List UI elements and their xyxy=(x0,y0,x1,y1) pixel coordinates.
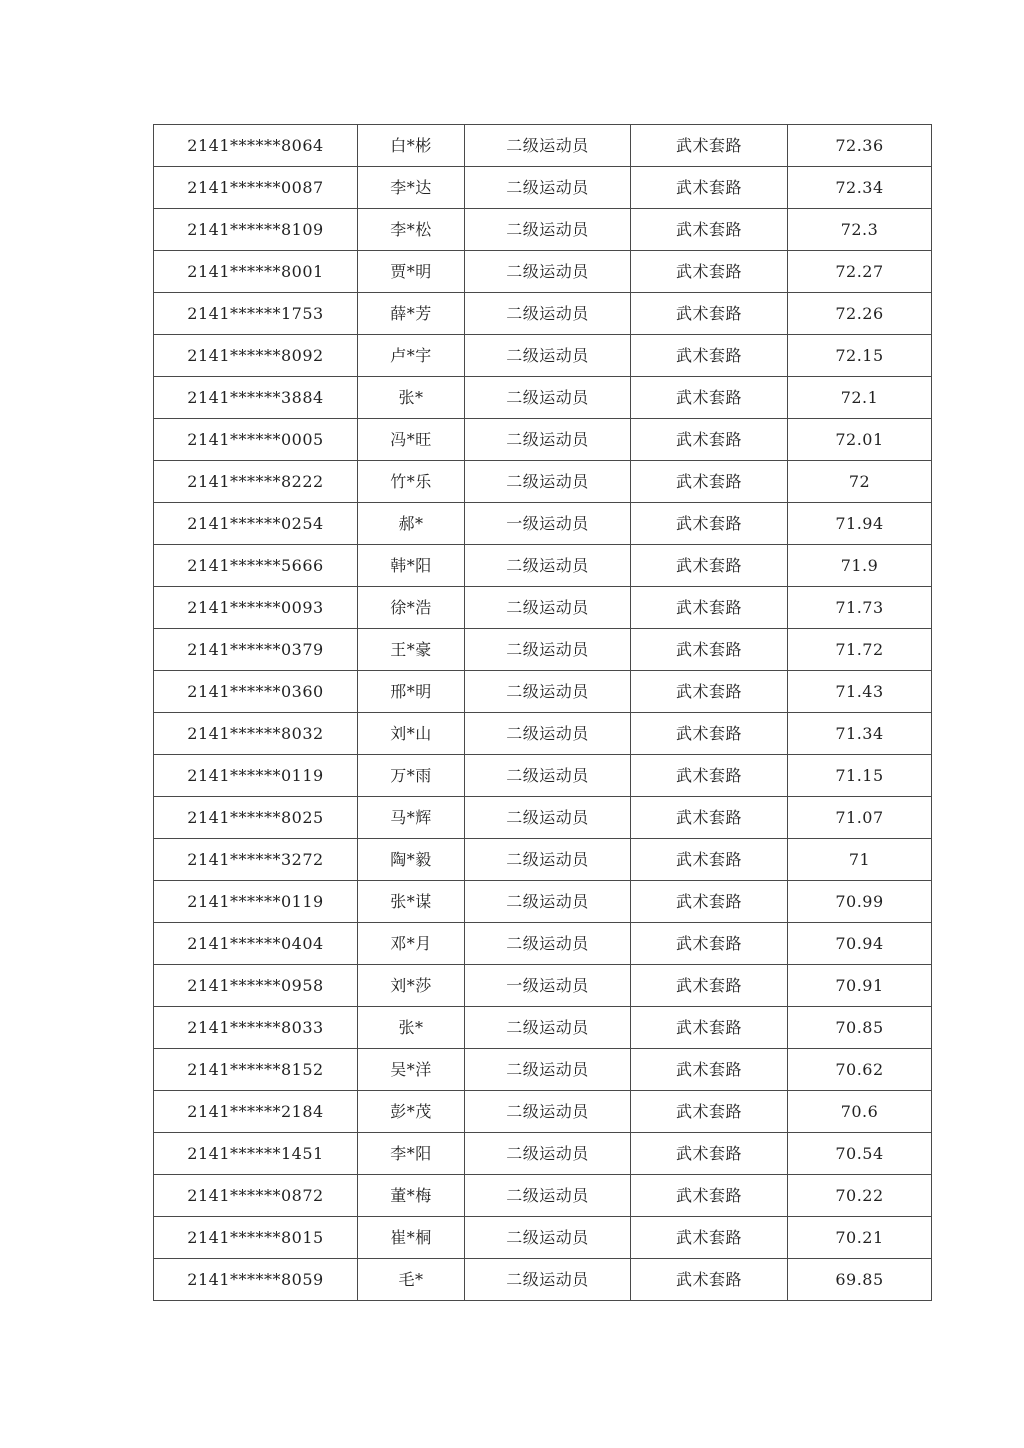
athlete-level-cell: 二级运动员 xyxy=(465,545,631,587)
candidate-id-cell: 2141******0005 xyxy=(154,419,358,461)
athlete-level-cell: 二级运动员 xyxy=(465,1049,631,1091)
score-cell: 72.01 xyxy=(788,419,932,461)
table-row xyxy=(154,755,932,797)
athlete-score-table-body xyxy=(154,125,932,1301)
event-cell: 武术套路 xyxy=(631,797,788,839)
athlete-name-cell: 郝* xyxy=(358,503,465,545)
candidate-id-cell: 2141******0093 xyxy=(154,587,358,629)
candidate-id-cell: 2141******0872 xyxy=(154,1175,358,1217)
score-cell: 70.6 xyxy=(788,1091,932,1133)
athlete-name-cell: 董*梅 xyxy=(358,1175,465,1217)
candidate-id-cell: 2141******0254 xyxy=(154,503,358,545)
event-cell: 武术套路 xyxy=(631,1007,788,1049)
event-cell: 武术套路 xyxy=(631,1133,788,1175)
athlete-level-cell: 二级运动员 xyxy=(465,377,631,419)
table-row xyxy=(154,671,932,713)
table-row xyxy=(154,1133,932,1175)
candidate-id-cell: 2141******8109 xyxy=(154,209,358,251)
score-cell: 70.91 xyxy=(788,965,932,1007)
event-cell: 武术套路 xyxy=(631,1259,788,1301)
event-cell: 武术套路 xyxy=(631,503,788,545)
candidate-id-cell: 2141******8015 xyxy=(154,1217,358,1259)
athlete-name-cell: 韩*阳 xyxy=(358,545,465,587)
table-row xyxy=(154,1049,932,1091)
score-cell: 72.27 xyxy=(788,251,932,293)
score-cell: 72 xyxy=(788,461,932,503)
athlete-level-cell: 二级运动员 xyxy=(465,1175,631,1217)
candidate-id-cell: 2141******8222 xyxy=(154,461,358,503)
athlete-name-cell: 邢*明 xyxy=(358,671,465,713)
table-row xyxy=(154,587,932,629)
score-cell: 72.26 xyxy=(788,293,932,335)
table-row xyxy=(154,1175,932,1217)
candidate-id-cell: 2141******8025 xyxy=(154,797,358,839)
event-cell: 武术套路 xyxy=(631,251,788,293)
score-cell: 71.72 xyxy=(788,629,932,671)
table-row xyxy=(154,881,932,923)
candidate-id-cell: 2141******0404 xyxy=(154,923,358,965)
athlete-score-table xyxy=(153,124,932,1301)
score-cell: 72.15 xyxy=(788,335,932,377)
athlete-name-cell: 贾*明 xyxy=(358,251,465,293)
event-cell: 武术套路 xyxy=(631,125,788,167)
athlete-name-cell: 马*辉 xyxy=(358,797,465,839)
table-row xyxy=(154,839,932,881)
athlete-level-cell: 二级运动员 xyxy=(465,167,631,209)
athlete-level-cell: 二级运动员 xyxy=(465,713,631,755)
score-cell: 72.3 xyxy=(788,209,932,251)
athlete-name-cell: 冯*旺 xyxy=(358,419,465,461)
event-cell: 武术套路 xyxy=(631,377,788,419)
candidate-id-cell: 2141******8033 xyxy=(154,1007,358,1049)
table-row xyxy=(154,1259,932,1301)
score-cell: 69.85 xyxy=(788,1259,932,1301)
event-cell: 武术套路 xyxy=(631,167,788,209)
score-cell: 70.85 xyxy=(788,1007,932,1049)
score-cell: 70.54 xyxy=(788,1133,932,1175)
table-row xyxy=(154,1217,932,1259)
athlete-level-cell: 二级运动员 xyxy=(465,1259,631,1301)
athlete-name-cell: 刘*莎 xyxy=(358,965,465,1007)
score-cell: 72.36 xyxy=(788,125,932,167)
score-cell: 72.1 xyxy=(788,377,932,419)
athlete-level-cell: 二级运动员 xyxy=(465,755,631,797)
score-cell: 70.99 xyxy=(788,881,932,923)
event-cell: 武术套路 xyxy=(631,965,788,1007)
athlete-level-cell: 二级运动员 xyxy=(465,923,631,965)
athlete-name-cell: 薛*芳 xyxy=(358,293,465,335)
table-row xyxy=(154,1091,932,1133)
candidate-id-cell: 2141******0379 xyxy=(154,629,358,671)
candidate-id-cell: 2141******8032 xyxy=(154,713,358,755)
table-row xyxy=(154,545,932,587)
candidate-id-cell: 2141******8064 xyxy=(154,125,358,167)
score-cell: 71.94 xyxy=(788,503,932,545)
athlete-name-cell: 李*松 xyxy=(358,209,465,251)
athlete-name-cell: 李*达 xyxy=(358,167,465,209)
table-row xyxy=(154,797,932,839)
event-cell: 武术套路 xyxy=(631,293,788,335)
score-cell: 70.21 xyxy=(788,1217,932,1259)
athlete-name-cell: 张*谋 xyxy=(358,881,465,923)
athlete-name-cell: 万*雨 xyxy=(358,755,465,797)
score-cell: 72.34 xyxy=(788,167,932,209)
athlete-name-cell: 刘*山 xyxy=(358,713,465,755)
event-cell: 武术套路 xyxy=(631,1175,788,1217)
athlete-name-cell: 陶*毅 xyxy=(358,839,465,881)
event-cell: 武术套路 xyxy=(631,755,788,797)
event-cell: 武术套路 xyxy=(631,419,788,461)
candidate-id-cell: 2141******0958 xyxy=(154,965,358,1007)
table-row xyxy=(154,503,932,545)
athlete-level-cell: 二级运动员 xyxy=(465,209,631,251)
table-row xyxy=(154,335,932,377)
table-row xyxy=(154,713,932,755)
score-cell: 71 xyxy=(788,839,932,881)
athlete-level-cell: 二级运动员 xyxy=(465,125,631,167)
score-cell: 71.15 xyxy=(788,755,932,797)
table-row xyxy=(154,377,932,419)
candidate-id-cell: 2141******1451 xyxy=(154,1133,358,1175)
table-row xyxy=(154,1007,932,1049)
candidate-id-cell: 2141******2184 xyxy=(154,1091,358,1133)
candidate-id-cell: 2141******8059 xyxy=(154,1259,358,1301)
candidate-id-cell: 2141******0119 xyxy=(154,881,358,923)
event-cell: 武术套路 xyxy=(631,839,788,881)
table-row xyxy=(154,251,932,293)
athlete-level-cell: 二级运动员 xyxy=(465,587,631,629)
athlete-level-cell: 二级运动员 xyxy=(465,1133,631,1175)
athlete-name-cell: 卢*宇 xyxy=(358,335,465,377)
event-cell: 武术套路 xyxy=(631,629,788,671)
candidate-id-cell: 2141******0119 xyxy=(154,755,358,797)
score-cell: 70.94 xyxy=(788,923,932,965)
table-row xyxy=(154,125,932,167)
athlete-name-cell: 吴*洋 xyxy=(358,1049,465,1091)
event-cell: 武术套路 xyxy=(631,1049,788,1091)
athlete-name-cell: 徐*浩 xyxy=(358,587,465,629)
athlete-level-cell: 二级运动员 xyxy=(465,1007,631,1049)
athlete-level-cell: 二级运动员 xyxy=(465,881,631,923)
athlete-level-cell: 二级运动员 xyxy=(465,1217,631,1259)
athlete-name-cell: 竹*乐 xyxy=(358,461,465,503)
candidate-id-cell: 2141******8152 xyxy=(154,1049,358,1091)
table-row xyxy=(154,293,932,335)
event-cell: 武术套路 xyxy=(631,713,788,755)
athlete-level-cell: 二级运动员 xyxy=(465,671,631,713)
table-row xyxy=(154,167,932,209)
score-cell: 70.22 xyxy=(788,1175,932,1217)
candidate-id-cell: 2141******0087 xyxy=(154,167,358,209)
athlete-level-cell: 二级运动员 xyxy=(465,293,631,335)
table-row xyxy=(154,419,932,461)
athlete-level-cell: 二级运动员 xyxy=(465,461,631,503)
event-cell: 武术套路 xyxy=(631,335,788,377)
event-cell: 武术套路 xyxy=(631,671,788,713)
table-row xyxy=(154,629,932,671)
candidate-id-cell: 2141******3272 xyxy=(154,839,358,881)
event-cell: 武术套路 xyxy=(631,461,788,503)
score-cell: 71.73 xyxy=(788,587,932,629)
athlete-name-cell: 毛* xyxy=(358,1259,465,1301)
score-cell: 70.62 xyxy=(788,1049,932,1091)
athlete-level-cell: 一级运动员 xyxy=(465,503,631,545)
score-cell: 71.34 xyxy=(788,713,932,755)
score-cell: 71.07 xyxy=(788,797,932,839)
candidate-id-cell: 2141******0360 xyxy=(154,671,358,713)
table-row xyxy=(154,461,932,503)
athlete-name-cell: 王*豪 xyxy=(358,629,465,671)
candidate-id-cell: 2141******8001 xyxy=(154,251,358,293)
event-cell: 武术套路 xyxy=(631,209,788,251)
athlete-name-cell: 白*彬 xyxy=(358,125,465,167)
table-row xyxy=(154,209,932,251)
candidate-id-cell: 2141******5666 xyxy=(154,545,358,587)
athlete-level-cell: 二级运动员 xyxy=(465,335,631,377)
athlete-name-cell: 李*阳 xyxy=(358,1133,465,1175)
athlete-name-cell: 彭*茂 xyxy=(358,1091,465,1133)
athlete-level-cell: 二级运动员 xyxy=(465,1091,631,1133)
athlete-name-cell: 张* xyxy=(358,1007,465,1049)
athlete-level-cell: 二级运动员 xyxy=(465,797,631,839)
athlete-level-cell: 二级运动员 xyxy=(465,419,631,461)
athlete-level-cell: 一级运动员 xyxy=(465,965,631,1007)
event-cell: 武术套路 xyxy=(631,881,788,923)
event-cell: 武术套路 xyxy=(631,923,788,965)
event-cell: 武术套路 xyxy=(631,1091,788,1133)
score-cell: 71.9 xyxy=(788,545,932,587)
table-row xyxy=(154,965,932,1007)
athlete-level-cell: 二级运动员 xyxy=(465,251,631,293)
athlete-name-cell: 邓*月 xyxy=(358,923,465,965)
table-row xyxy=(154,923,932,965)
athlete-name-cell: 张* xyxy=(358,377,465,419)
candidate-id-cell: 2141******1753 xyxy=(154,293,358,335)
event-cell: 武术套路 xyxy=(631,545,788,587)
score-cell: 71.43 xyxy=(788,671,932,713)
athlete-name-cell: 崔*桐 xyxy=(358,1217,465,1259)
candidate-id-cell: 2141******3884 xyxy=(154,377,358,419)
event-cell: 武术套路 xyxy=(631,1217,788,1259)
event-cell: 武术套路 xyxy=(631,587,788,629)
athlete-level-cell: 二级运动员 xyxy=(465,839,631,881)
athlete-level-cell: 二级运动员 xyxy=(465,629,631,671)
candidate-id-cell: 2141******8092 xyxy=(154,335,358,377)
